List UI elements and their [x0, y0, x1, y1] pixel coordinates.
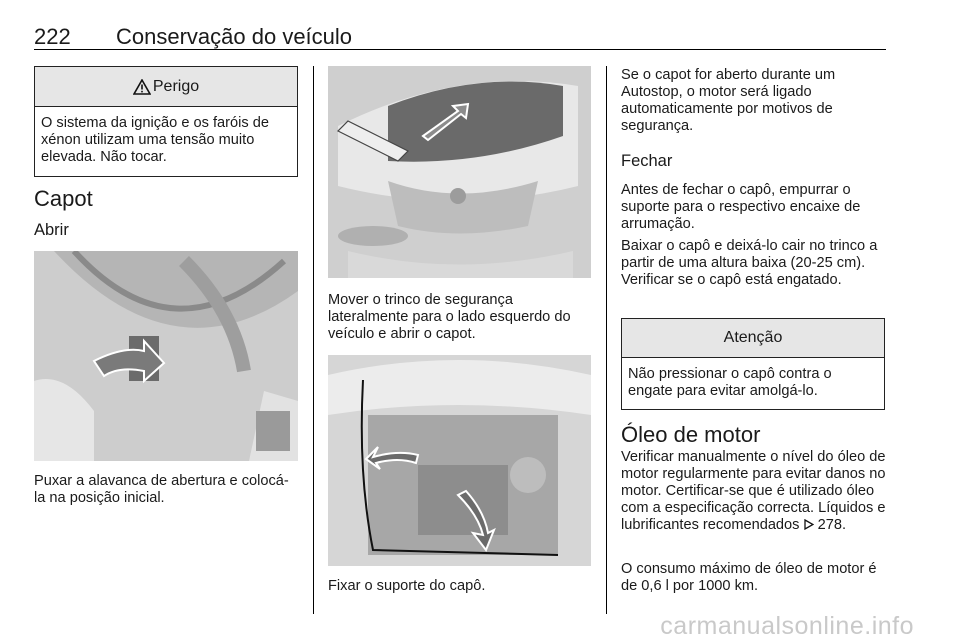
- page-reference-arrow-icon: [804, 519, 814, 530]
- oil-paragraph-1-text: Verificar manualmente o nível do óleo de motor regularmente para evitar danos no motor. Certificar-se que é utilizado óleo com a especificação correcta. Líquidos e lubrificantes recomendados: [621, 449, 886, 533]
- figure-hood-support: [328, 355, 591, 566]
- danger-notice-title: Perigo: [152, 77, 200, 95]
- close-paragraph-2: Baixar o capô e deixá-lo cair no trinco a partir de uma altura baixa (20-25 cm). Verificar se o capô está engatado.: [621, 238, 878, 288]
- autostop-paragraph: Se o capot for aberto durante um Autostop, o motor será ligado automaticamente por motivos de segurança.: [621, 67, 836, 134]
- danger-notice-text: O sistema da ignição e os faróis de xénon utilizam uma tensão muito elevada. Não tocar.: [41, 115, 269, 165]
- figure-hood-release-lever: [34, 251, 298, 461]
- page-title: Conservação do veículo: [116, 24, 353, 49]
- subheading-abrir: Abrir: [34, 221, 69, 239]
- danger-notice-header: [35, 67, 297, 107]
- section-heading-capot: Capot: [34, 186, 93, 211]
- column-divider-2: [606, 66, 607, 614]
- attention-notice-title: Atenção: [723, 329, 783, 346]
- column-divider-1: [313, 66, 314, 614]
- attention-notice-header: [622, 319, 884, 358]
- figure-hood-safety-catch: [328, 66, 591, 278]
- oil-paragraph-1: [621, 449, 891, 534]
- danger-notice: [34, 66, 298, 177]
- subheading-fechar: Fechar: [621, 152, 673, 170]
- attention-notice-text: Não pressionar o capô contra o engate para evitar amolgá-lo.: [628, 366, 832, 399]
- watermark: carmanualsonline.info: [660, 612, 914, 640]
- attention-notice: [621, 318, 885, 410]
- page-number: 222: [34, 24, 71, 49]
- section-heading-oil: Óleo de motor: [621, 422, 761, 447]
- close-paragraph-1: Antes de fechar o capô, empurrar o suporte para o respectivo encaixe de arrumação.: [621, 182, 861, 232]
- oil-reference-link[interactable]: 278.: [817, 517, 846, 533]
- warning-triangle-icon: [133, 79, 151, 95]
- caption-hood-release: Puxar a alavanca de abertura e colocá-la na posição inicial.: [34, 473, 289, 506]
- caption-hood-support: Fixar o suporte do capô.: [328, 578, 486, 594]
- header-divider: [34, 49, 886, 50]
- oil-paragraph-2: O consumo máximo de óleo de motor é de 0,6 l por 1000 km.: [621, 561, 877, 594]
- caption-safety-catch: Mover o trinco de segurança lateralmente para o lado esquerdo do veículo e abrir o capot.: [328, 292, 571, 342]
